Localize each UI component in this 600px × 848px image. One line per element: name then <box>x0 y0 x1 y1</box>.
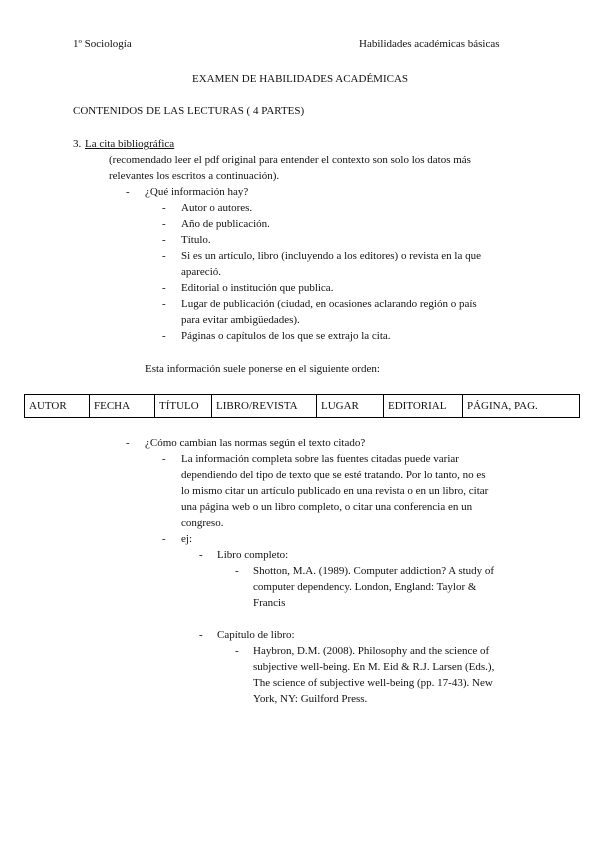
bullet-dash: - <box>235 645 239 657</box>
info-item: Título. <box>181 234 211 246</box>
table-cell: LUGAR <box>317 395 384 418</box>
norms-answer-line: lo mismo citar un artículo publicado en una revista o en un libro, citar <box>181 485 489 497</box>
bullet-dash: - <box>235 565 239 577</box>
example-chapter-label: Capítulo de libro: <box>217 629 295 641</box>
bullet-dash: - <box>162 298 166 310</box>
section-heading: La cita bibliográfica <box>85 138 175 150</box>
norms-answer-line: una página web o un libro completo, o citar una conferencia en un <box>181 501 473 513</box>
norms-answer-line: La información completa sobre las fuentes citadas puede variar <box>181 453 459 465</box>
example-chapter-citation: York, NY: Guilford Press. <box>253 693 368 705</box>
header-right: Habilidades académicas básicas <box>359 38 500 50</box>
bullet-dash: - <box>162 453 166 465</box>
info-item-continuation: para evitar ambigüedades). <box>181 314 300 326</box>
info-item: Autor o autores. <box>181 202 253 214</box>
table-cell: LIBRO/REVISTA <box>212 395 317 418</box>
citation-order-table <box>24 394 580 418</box>
bullet-dash: - <box>162 202 166 214</box>
bullet-dash: - <box>162 234 166 246</box>
example-chapter-citation: subjective well-being. En M. Eid & R.J. Larsen (Eds.), <box>253 661 495 673</box>
table-cell: EDITORIAL <box>384 395 463 418</box>
bullet-dash: - <box>162 218 166 230</box>
info-item: Año de publicación. <box>181 218 270 230</box>
order-intro: Esta información suele ponerse en el siguiente orden: <box>145 363 380 375</box>
example-book-citation: computer dependency. London, England: Taylor & <box>253 581 477 593</box>
section-number: 3. <box>73 138 82 150</box>
table-cell: FECHA <box>90 395 155 418</box>
question-info: ¿Qué información hay? <box>145 186 249 198</box>
norms-answer-line: dependiendo del tipo de texto que se esté tratando. Por lo tanto, no es <box>181 469 486 481</box>
example-book-label: Libro completo: <box>217 549 289 561</box>
document-subtitle: CONTENIDOS DE LAS LECTURAS ( 4 PARTES) <box>73 105 305 117</box>
info-item: Páginas o capítulos de los que se extrajo la cita. <box>181 330 391 342</box>
bullet-dash: - <box>162 533 166 545</box>
table-cell: AUTOR <box>25 395 90 418</box>
bullet-dash: - <box>162 282 166 294</box>
info-item-continuation: apareció. <box>181 266 221 278</box>
section-note-line1: (recomendado leer el pdf original para entender el contexto son solo los datos más <box>109 154 471 166</box>
table-row <box>25 395 580 418</box>
section-note-line2: relevantes los escritos a continuación). <box>109 170 280 182</box>
table-cell: PÁGINA, PAG. <box>463 395 580 418</box>
info-item: Editorial o institución que publica. <box>181 282 334 294</box>
question-norms: ¿Cómo cambian las normas según el texto citado? <box>145 437 366 449</box>
norms-answer-line: congreso. <box>181 517 224 529</box>
bullet-dash: - <box>199 549 203 561</box>
example-chapter-citation: Haybron, D.M. (2008). Philosophy and the science of <box>253 645 490 657</box>
table-cell: TÍTULO <box>155 395 212 418</box>
example-chapter-citation: The science of subjective well-being (pp. 17-43). New <box>253 677 493 689</box>
bullet-dash: - <box>199 629 203 641</box>
bullet-dash: - <box>126 437 130 449</box>
example-book-citation: Shotton, M.A. (1989). Computer addiction? A study of <box>253 565 495 577</box>
bullet-dash: - <box>126 186 130 198</box>
document-title: EXAMEN DE HABILIDADES ACADÉMICAS <box>191 73 409 85</box>
info-item: Si es un artículo, libro (incluyendo a los editores) o revista en la que <box>181 250 481 262</box>
example-book-citation: Francis <box>253 597 286 609</box>
bullet-dash: - <box>162 250 166 262</box>
bullet-dash: - <box>162 330 166 342</box>
info-item: Lugar de publicación (ciudad, en ocasiones aclarando región o país <box>181 298 477 310</box>
header-left: 1º Sociología <box>73 38 132 50</box>
example-label: ej: <box>181 533 192 545</box>
